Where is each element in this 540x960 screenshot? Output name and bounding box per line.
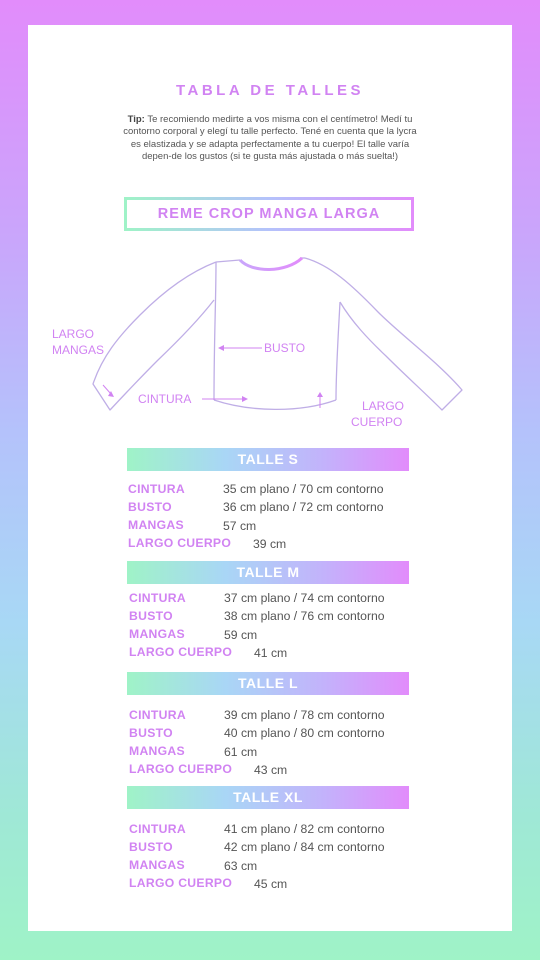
row-label-largo-cuerpo: LARGO CUERPO [129, 645, 233, 659]
row-label-cintura: CINTURA [129, 708, 186, 722]
row-label-largo-cuerpo: LARGO CUERPO [129, 876, 233, 890]
row-label-mangas: MANGAS [129, 627, 185, 641]
size-xl-cintura: 41 cm plano / 82 cm contorno [224, 822, 385, 836]
row-label-largo-cuerpo: LARGO CUERPO [128, 536, 232, 550]
size-header-l: TALLE L [127, 672, 409, 695]
size-s-largo-cuerpo: 39 cm [253, 537, 287, 551]
row-label-mangas: MANGAS [128, 518, 184, 532]
row-label-mangas: MANGAS [129, 744, 185, 758]
size-m-busto: 38 cm plano / 76 cm contorno [224, 609, 385, 623]
size-xl-mangas: 63 cm [224, 859, 258, 873]
size-header-m: TALLE M [127, 561, 409, 584]
size-m-cintura: 37 cm plano / 74 cm contorno [224, 591, 385, 605]
size-m-mangas: 59 cm [224, 628, 258, 642]
largo-mangas-label-2: MANGAS [52, 343, 105, 357]
size-s-cintura: 35 cm plano / 70 cm contorno [223, 482, 384, 496]
row-label-busto: BUSTO [129, 726, 173, 740]
row-label-cintura: CINTURA [129, 591, 186, 605]
size-l-mangas: 61 cm [224, 745, 258, 759]
busto-label: BUSTO [264, 341, 306, 355]
size-header-xl: TALLE XL [127, 786, 409, 809]
row-label-busto: BUSTO [129, 840, 173, 854]
size-s-busto: 36 cm plano / 72 cm contorno [223, 500, 384, 514]
size-s-mangas: 57 cm [223, 519, 257, 533]
row-label-largo-cuerpo: LARGO CUERPO [129, 762, 233, 776]
row-label-busto: BUSTO [129, 609, 173, 623]
size-l-largo-cuerpo: 43 cm [254, 763, 288, 777]
page-title: TABLA DE TALLES [175, 82, 365, 99]
largo-cuerpo-label-1: LARGO [362, 399, 405, 413]
size-m-largo-cuerpo: 41 cm [254, 646, 288, 660]
tip-text: Te recomiendo medirte a vos misma con el centímetro! Medí tu contorno corporal y elegí tu talle perfecto. Tené en cuenta que la lycra es elastizada y se adapta perfectamente a tu cuerpo! El talle varía depen-de los gustos (si te gusta más ajustada o más suelta!) [123, 114, 417, 163]
row-label-busto: BUSTO [128, 500, 172, 514]
size-xl-busto: 42 cm plano / 84 cm contorno [224, 840, 385, 854]
row-label-cintura: CINTURA [128, 482, 185, 496]
largo-mangas-label-1: LARGO [52, 327, 95, 341]
row-label-mangas: MANGAS [129, 858, 185, 872]
cintura-label: CINTURA [138, 392, 192, 406]
size-l-busto: 40 cm plano / 80 cm contorno [224, 726, 385, 740]
largo-cuerpo-label-2: CUERPO [351, 415, 403, 429]
size-header-s: TALLE S [127, 448, 409, 471]
product-name: REME CROP MANGA LARGA [157, 206, 381, 222]
row-label-cintura: CINTURA [129, 822, 186, 836]
tip-label: Tip: [127, 114, 145, 125]
size-l-cintura: 39 cm plano / 78 cm contorno [224, 708, 385, 722]
size-xl-largo-cuerpo: 45 cm [254, 877, 288, 891]
